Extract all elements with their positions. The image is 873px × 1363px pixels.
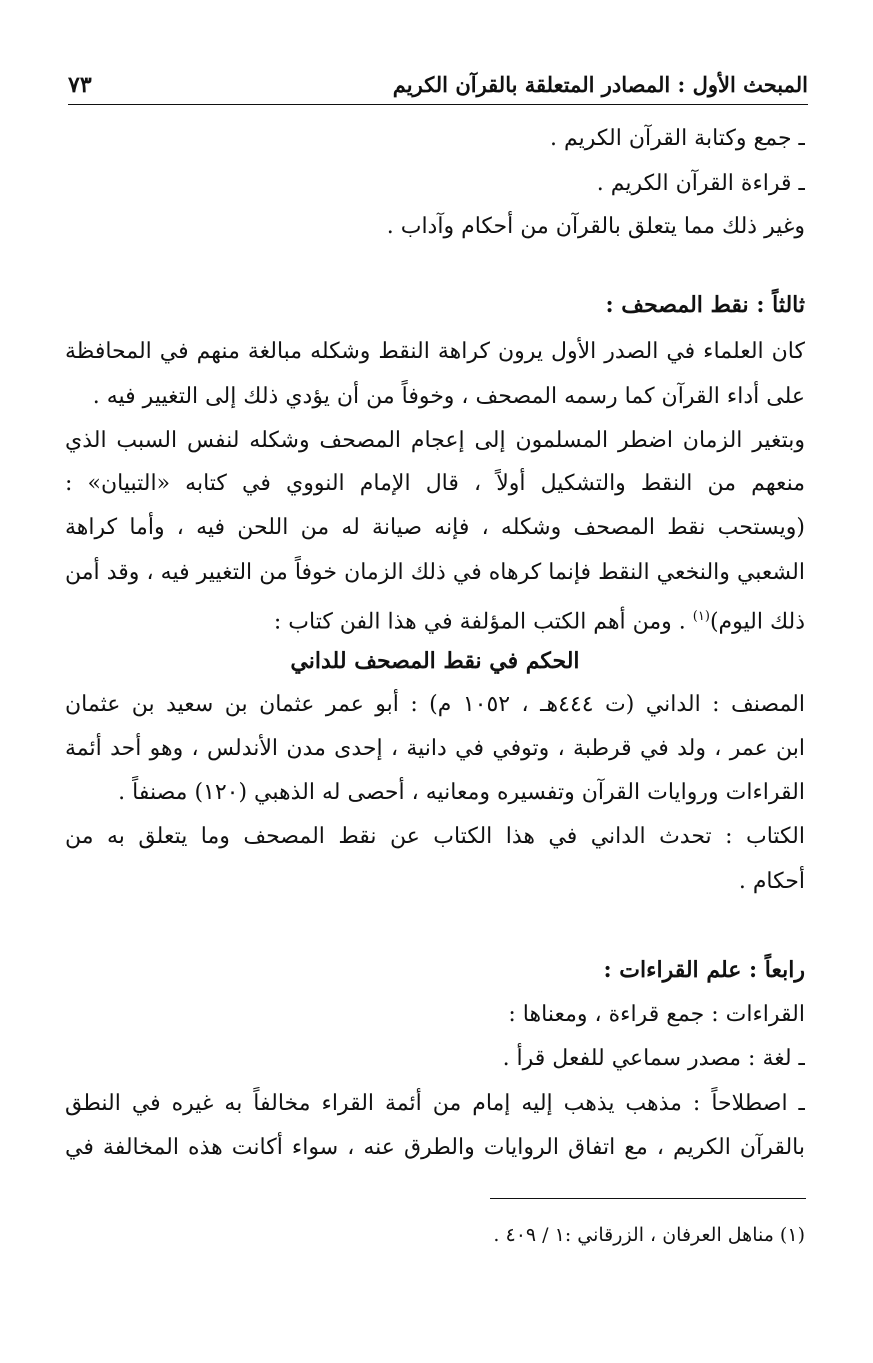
paragraph-line: القراءات : جمع قراءة ، ومعناها : [508, 1002, 805, 1027]
paragraph-line: (ويستحب نقط المصحف وشكله ، فإنه صيانة له من اللحن فيه ، وأما كراهة [65, 515, 805, 540]
paragraph-line: منعهم من النقط والتشكيل أولاً ، قال الإمام النووي في كتابه «التبيان» : [65, 471, 805, 496]
section-heading-4: رابعاً : علم القراءات : [603, 957, 805, 983]
list-item: ـ قراءة القرآن الكريم . [596, 171, 805, 196]
paragraph-line: ابن عمر ، ولد في قرطبة ، وتوفي في دانية ، إحدى مدن الأندلس ، وهو أحد أئمة [65, 736, 805, 761]
quote-end: ذلك اليوم) [709, 609, 805, 635]
list-item: ـ جمع وكتابة القرآن الكريم . [549, 126, 805, 151]
paragraph-line: المصنف : الداني (ت ٤٤٤هـ ، ١٠٥٢ م) : أبو عمر عثمان بن سعيد بن عثمان [65, 692, 805, 717]
paragraph-line: الكتاب : تحدث الداني في هذا الكتاب عن نقط المصحف وما يتعلق به من [65, 824, 805, 849]
footnote-divider [490, 1198, 806, 1199]
running-header [68, 70, 808, 105]
header-title: المبحث الأول : المصادر المتعلقة بالقرآن الكريم [392, 72, 808, 97]
paragraph-line: أحكام . [738, 869, 805, 894]
section-heading-3: ثالثاً : نقط المصحف : [605, 292, 805, 318]
paragraph-line: وغير ذلك مما يتعلق بالقرآن من أحكام وآداب . [386, 214, 805, 239]
paragraph-line: على أداء القرآن كما رسمه المصحف ، وخوفاً من أن يؤدي ذلك إلى التغيير فيه . [92, 384, 805, 409]
paragraph-line: القراءات وروايات القرآن وتفسيره ومعانيه ، أحصى له الذهبي (١٢٠) مصنفاً . [118, 780, 805, 805]
paragraph-line: بالقرآن الكريم ، مع اتفاق الروايات والطرق عنه ، سواء أكانت هذه المخالفة في [65, 1135, 805, 1160]
page-number: ٧٣ [68, 72, 92, 98]
paragraph-line [65, 600, 805, 639]
list-item: ـ اصطلاحاً : مذهب يذهب إليه إمام من أئمة القراء مخالفاً به غيره في النطق [65, 1091, 805, 1116]
paragraph-line: الشعبي والنخعي النقط فإنما كرهاه في ذلك الزمان خوفاً من التغيير فيه ، وقد أمن [65, 560, 805, 585]
footnote: (١) مناهل العرفان ، الزرقاني :١ / ٤٠٩ . [493, 1224, 805, 1246]
book-title: الحكم في نقط المصحف للداني [290, 648, 580, 674]
paragraph-line: وبتغير الزمان اضطر المسلمون إلى إعجام المصحف وشكله لنفس السبب الذي [65, 428, 805, 453]
paragraph-line: كان العلماء في الصدر الأول يرون كراهة النقط وشكله مبالغة منهم في المحافظة [65, 339, 805, 364]
list-item: ـ لغة : مصدر سماعي للفعل قرأ . [502, 1046, 805, 1071]
quote-continuation: . ومن أهم الكتب المؤلفة في هذا الفن كتاب : [273, 609, 686, 635]
footnote-marker[interactable]: (١) [692, 609, 710, 624]
